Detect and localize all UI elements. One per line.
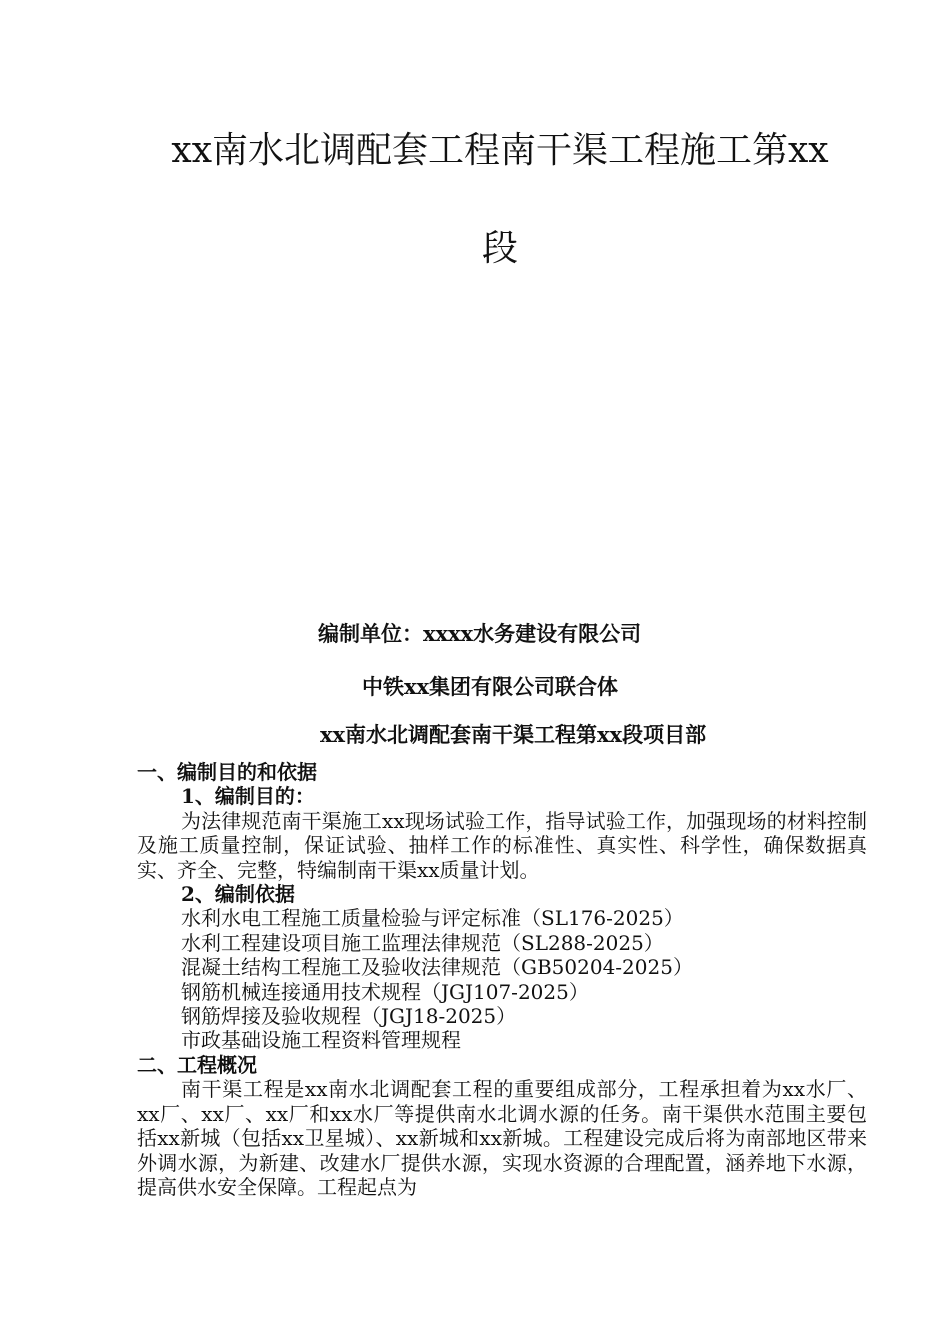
document-title-line1: xx南水北调配套工程南干渠工程施工第xx bbox=[171, 130, 829, 171]
section1-sub2-heading: 2、编制依据 bbox=[181, 882, 295, 907]
reference-item: 市政基础设施工程资料管理规程 bbox=[181, 1028, 461, 1053]
section1-sub1-heading: 1、编制目的： bbox=[181, 784, 315, 809]
reference-item: 混凝土结构工程施工及验收法律规范（GB50204-2025） bbox=[181, 955, 693, 980]
section1-heading: 一、编制目的和依据 bbox=[137, 760, 317, 784]
section2-heading: 二、工程概况 bbox=[137, 1052, 257, 1077]
project-department: xx南水北调配套南干渠工程第xx段项目部 bbox=[320, 722, 707, 747]
reference-item: 水利水电工程施工质量检验与评定标准（SL176-2025） bbox=[181, 906, 684, 931]
document-title-line2: 段 bbox=[481, 228, 518, 269]
reference-item: 水利工程建设项目施工监理法律规范（SL288-2025） bbox=[181, 930, 664, 955]
purpose-paragraph: 为法律规范南干渠施工xx现场试验工作，指导试验工作，加强现场的材料控制及施工质量控制，保证试验、抽样工作的标准性、真实性、科学性，确保数据真实、齐全、完整，特编制南干渠xx质量计划。 bbox=[137, 808, 867, 882]
reference-item: 钢筋机械连接通用技术规程（JGJ107-2025） bbox=[181, 979, 589, 1004]
document-body bbox=[137, 760, 867, 1199]
compiling-unit: 编制单位：xxxx水务建设有限公司 bbox=[318, 621, 642, 646]
overview-paragraph: 南干渠工程是xx南水北调配套工程的重要组成部分，工程承担着为xx水厂、xx厂、xx厂、xx厂和xx水厂等提供南水北调水源的任务。南干渠供水范围主要包括xx新城（包括xx卫星城）、xx新城和xx新城。工程建设完成后将为南部地区带来外调水源，为新建、改建水厂提供水源，实现水资源的合理配置，涵养地下水源，提高供水安全保障。工程起点为 bbox=[137, 1077, 867, 1199]
consortium-name: 中铁xx集团有限公司联合体 bbox=[362, 674, 619, 699]
reference-item: 钢筋焊接及验收规程（JGJ18-2025） bbox=[181, 1004, 517, 1029]
